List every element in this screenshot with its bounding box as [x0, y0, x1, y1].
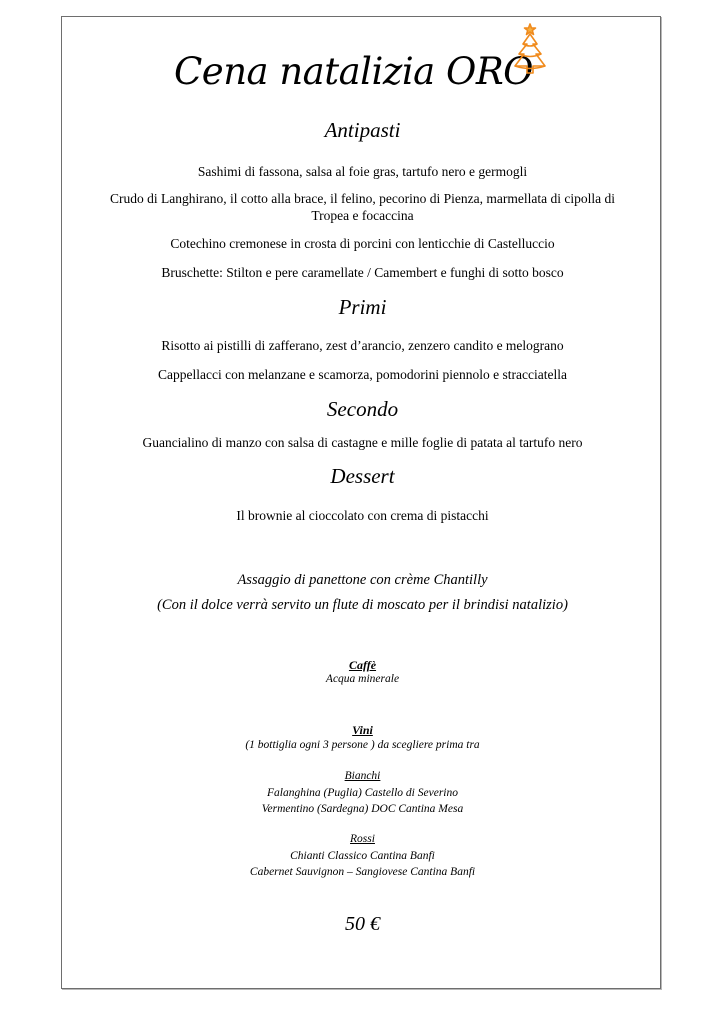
section-heading-secondo: Secondo: [326, 397, 399, 421]
menu-item: Crudo di Langhirano, il cotto alla brace, il felino, pecorino di Pienza, marmellata di cipolla di: [110, 191, 615, 206]
wine-item: Vermentino (Sardegna) DOC Cantina Mesa: [261, 803, 464, 815]
moscato-note: (Con il dolce verrà servito un flute di moscato per il brindisi natalizio): [157, 597, 568, 613]
menu-item: Guancialino di manzo con salsa di castagne e mille foglie di patata al tartufo nero: [142, 435, 583, 450]
panettone-line: Assaggio di panettone con crème Chantilly: [237, 572, 488, 588]
bianchi-heading: Bianchi: [344, 770, 381, 782]
christmas-tree-icon: [509, 20, 551, 82]
section-heading-dessert: Dessert: [330, 464, 395, 488]
price: 50 €: [345, 913, 380, 935]
wine-item: Falanghina (Puglia) Castello di Severino: [266, 787, 458, 799]
menu-item: Il brownie al cioccolato con crema di pistacchi: [236, 508, 489, 523]
rossi-heading: Rossi: [350, 833, 375, 845]
wine-item: Cabernet Sauvignon – Sangiovese Cantina Banfi: [249, 866, 476, 878]
menu-item: Risotto ai pistilli di zafferano, zest d’arancio, zenzero candito e melograno: [161, 338, 564, 353]
wine-item: Chianti Classico Cantina Banfi: [290, 850, 435, 862]
section-heading-antipasti: Antipasti: [324, 118, 401, 142]
vini-heading: Vini: [352, 723, 373, 737]
vini-note: (1 bottiglia ogni 3 persone ) da scegliere prima tra: [245, 739, 480, 751]
menu-item: Tropea e focaccina: [311, 208, 414, 223]
water-line: Acqua minerale: [325, 673, 400, 685]
section-heading-primi: Primi: [338, 295, 387, 319]
page-title: Cena natalizia ORO: [174, 50, 534, 93]
menu-item: Cappellacci con melanzane e scamorza, pomodorini piennolo e stracciatella: [158, 367, 567, 382]
menu-item: Cotechino cremonese in crosta di porcini con lenticchie di Castelluccio: [170, 236, 555, 251]
menu-item: Sashimi di fassona, salsa al foie gras, tartufo nero e germogli: [197, 164, 528, 179]
menu-item: Bruschette: Stilton e pere caramellate / Camembert e funghi di sotto bosco: [161, 265, 564, 280]
caffe-heading: Caffè: [348, 658, 377, 672]
